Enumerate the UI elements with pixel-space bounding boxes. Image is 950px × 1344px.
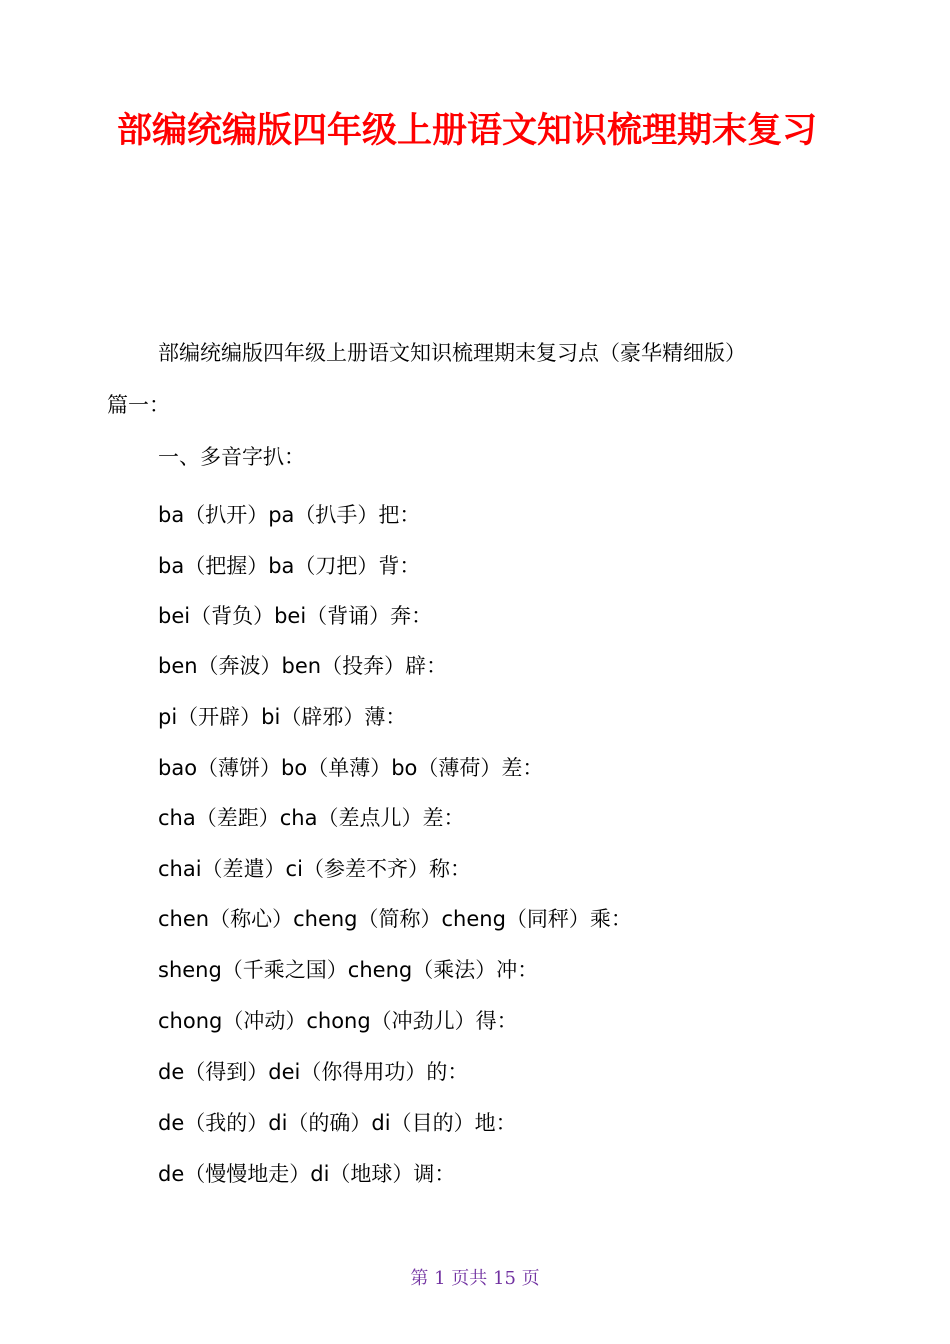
- entry-line: de（我的）di（的确）di（目的）地：: [158, 1111, 517, 1135]
- entry-line: de（慢慢地走）di（地球）调：: [158, 1162, 456, 1186]
- document-title: 部编统编版四年级上册语文知识梳理期末复习: [117, 111, 818, 151]
- section-label: 篇一：: [107, 393, 170, 417]
- entry-line: ba（把握）ba（刀把）背：: [158, 554, 421, 578]
- entry-line: sheng（千乘之国）cheng（乘法）冲：: [158, 958, 539, 982]
- entry-line: de（得到）dei（你得用功）的：: [158, 1060, 469, 1084]
- entry-line: bei（背负）bei（背诵）奔：: [158, 604, 433, 628]
- entry-line: cha（差距）cha（差点儿）差：: [158, 806, 465, 830]
- entry-line: chong（冲动）chong（冲劲儿）得：: [158, 1009, 518, 1033]
- entry-line: ba（扒开）pa（扒手）把：: [158, 503, 421, 527]
- entry-line: chai（差遣）ci（参差不齐）称：: [158, 857, 471, 881]
- page-footer: 第 1 页共 15 页: [410, 1268, 540, 1289]
- entry-line: ben（奔波）ben（投奔）辟：: [158, 654, 448, 678]
- document-subtitle: 部编统编版四年级上册语文知识梳理期末复习点（豪华精细版）: [158, 341, 746, 365]
- section-heading: 一、多音字扒：: [158, 445, 305, 469]
- entry-line: bao（薄饼）bo（单薄）bo（薄荷）差：: [158, 756, 544, 780]
- entry-line: pi（开辟）bi（辟邪）薄：: [158, 705, 407, 729]
- entry-line: chen（称心）cheng（简称）cheng（同秤）乘：: [158, 907, 632, 931]
